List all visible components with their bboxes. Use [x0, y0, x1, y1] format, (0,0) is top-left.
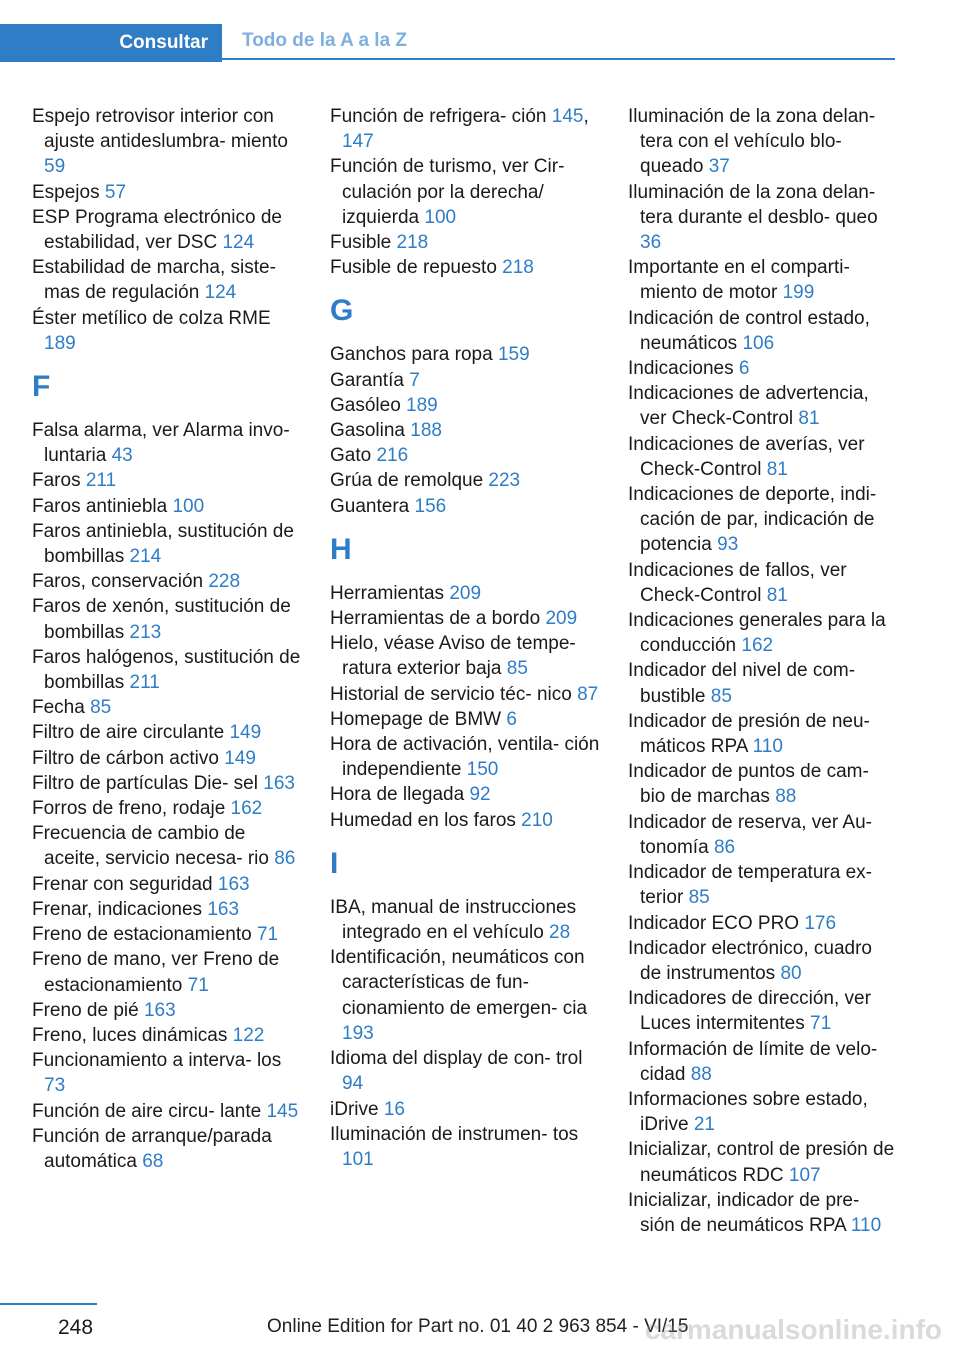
entry-term: Ganchos para ropa [330, 344, 498, 366]
entry-term: Freno, luces dinámicas [32, 1024, 233, 1046]
entry-term: Indicaciones de fallos, ver Check-Control [628, 559, 847, 606]
entry-term: Homepage de BMW [330, 708, 507, 730]
index-column-2 [330, 104, 600, 1172]
index-entry [330, 368, 600, 393]
entry-term: Herramientas [330, 582, 450, 604]
index-entry [330, 230, 600, 255]
page-reference-link[interactable]: 92 [469, 784, 491, 806]
index-entry [32, 180, 302, 205]
index-entry [32, 771, 302, 796]
index-entry [32, 306, 302, 356]
page-reference-link[interactable]: 88 [775, 786, 797, 808]
entry-term: Faros de xenón, sustitución de bombillas [32, 596, 291, 643]
index-entry [330, 154, 600, 230]
page-reference-link[interactable]: 85 [506, 658, 528, 680]
page-reference-link[interactable]: 176 [804, 912, 837, 934]
index-entry [32, 746, 302, 771]
entry-term: Informaciones sobre estado, iDrive [628, 1088, 868, 1136]
entry-term: Forros de freno, rodaje [32, 798, 231, 820]
index-entry [32, 494, 302, 519]
index-entry [32, 695, 302, 720]
index-entry [330, 342, 600, 367]
index-entry [330, 808, 600, 833]
entry-term: Herramientas de a bordo [330, 608, 546, 630]
index-entry [32, 821, 302, 871]
page-reference-link[interactable]: 85 [688, 887, 710, 909]
page-reference-link[interactable]: 218 [502, 257, 534, 279]
index-entry [628, 911, 896, 936]
page-reference-link[interactable]: 124 [204, 282, 237, 304]
section-letter: H [330, 532, 352, 566]
page-reference-link[interactable]: 209 [545, 608, 578, 630]
entry-term: Espejos [32, 181, 105, 203]
entry-term: Frenar, indicaciones [32, 898, 208, 920]
index-entry [628, 936, 896, 986]
index-entry [628, 482, 896, 558]
page-separator: , [583, 106, 589, 127]
page-reference-link[interactable]: 37 [708, 156, 730, 178]
page-reference-link[interactable]: 81 [798, 408, 820, 430]
entry-term: Guantera [330, 495, 415, 517]
index-entry [628, 1137, 896, 1187]
page-reference-link[interactable]: 87 [577, 683, 599, 705]
page-reference-link[interactable]: 106 [742, 332, 775, 354]
entry-term: Éster metílico de colza RME [32, 307, 271, 329]
entry-term: Indicador de puntos de cam‐ bio de marchas [628, 761, 869, 808]
index-entry [32, 569, 302, 594]
index-entry [32, 1099, 302, 1124]
page-reference-link[interactable]: 110 [850, 1214, 882, 1236]
entry-term: Filtro de aire circulante [32, 722, 230, 744]
entry-term: Indicación de control estado, neumáticos [628, 307, 870, 354]
entry-term: Fecha [32, 697, 91, 719]
entry-term: Espejo retrovisor interior con ajuste antideslumbra‐ miento [32, 106, 288, 153]
index-entry [330, 945, 600, 1046]
entry-term: Indicadores de dirección, ver Luces intermitentes [628, 988, 871, 1035]
page-reference-link[interactable]: 107 [788, 1164, 821, 1186]
index-entry [628, 759, 896, 809]
page-reference-link[interactable]: 124 [222, 232, 255, 254]
index-entry [330, 581, 600, 606]
index-entry [628, 104, 896, 180]
page-reference-link[interactable]: 189 [44, 332, 76, 354]
entry-term: Estabilidad de marcha, siste‐ mas de regulación [32, 257, 276, 304]
entry-term: Información de límite de velo‐ cidad [628, 1038, 878, 1085]
index-entry [330, 782, 600, 807]
page-reference-link[interactable]: 86 [713, 836, 736, 858]
page-reference-link[interactable]: 162 [741, 635, 774, 657]
entry-term: Iluminación de la zona delan‐ tera durante el desblo‐ queo [628, 181, 878, 228]
entry-term: Faros [32, 470, 86, 492]
index-entry [32, 1023, 302, 1048]
entry-term: Indicaciones de advertencia, ver Check-Control [628, 383, 869, 430]
page-reference-link[interactable]: 122 [232, 1024, 265, 1046]
page-reference-link[interactable]: 94 [342, 1073, 364, 1095]
index-entry [628, 608, 896, 658]
entry-term: Fusible [330, 232, 397, 254]
index-entry [330, 443, 600, 468]
page-reference-link[interactable]: 159 [497, 344, 530, 366]
entry-term: Hora de llegada [330, 784, 470, 806]
page-reference-link[interactable]: 163 [143, 999, 176, 1021]
page-reference-link[interactable]: 71 [187, 974, 209, 996]
page-reference-link[interactable]: 218 [396, 232, 429, 254]
index-entry [32, 255, 302, 305]
entry-term: Inicializar, indicador de pre‐ sión de neumáticos RPA [628, 1189, 860, 1236]
index-entry [32, 922, 302, 947]
page-reference-link[interactable]: 145 [551, 106, 584, 127]
index-entry [628, 709, 896, 759]
index-entry [32, 104, 302, 180]
page-reference-link[interactable]: 6 [506, 708, 517, 730]
entry-term: Indicaciones de deporte, indi‐ cación de par, indicación de potencia [628, 484, 877, 556]
entry-term: Inicializar, control de presión de neumáticos RDC [628, 1139, 895, 1186]
index-entry [628, 1087, 896, 1137]
index-entry [330, 631, 600, 681]
index-entry [32, 720, 302, 745]
index-entry [330, 682, 600, 707]
entry-term: ESP Programa electrónico de estabilidad, ver DSC [32, 206, 282, 254]
entry-term: Función de turismo, ver Cir‐ culación por la derecha/ izquierda [330, 156, 565, 228]
index-entry [628, 658, 896, 708]
index-entry [628, 860, 896, 910]
index-entry [628, 306, 896, 356]
page-reference-link[interactable]: 216 [376, 445, 409, 467]
entry-term: Faros halógenos, sustitución de bombillas [32, 646, 301, 694]
entry-term: Humedad en los faros [330, 809, 522, 831]
section-letter: F [32, 370, 51, 404]
page-reference-link[interactable]: 213 [129, 621, 162, 643]
index-entry [330, 255, 600, 280]
index-entry [32, 1048, 302, 1098]
section-tabs [0, 24, 895, 62]
page-reference-link[interactable]: 110 [752, 736, 783, 758]
index-entry [330, 1097, 600, 1122]
index-entry [628, 1188, 896, 1238]
page-reference-link[interactable]: 86 [274, 848, 296, 870]
entry-term: Indicaciones [628, 358, 739, 380]
index-entry [32, 796, 302, 821]
page-reference-link[interactable]: 163 [207, 898, 240, 920]
index-entry [628, 381, 896, 431]
page-reference-link[interactable]: 68 [142, 1150, 164, 1172]
index-entry [330, 707, 600, 732]
index-entry [628, 558, 896, 608]
index-entry [330, 732, 600, 782]
page-reference-link[interactable]: 57 [104, 181, 127, 203]
tab-consultar[interactable]: Consultar [0, 24, 222, 62]
page-reference-link[interactable]: 211 [85, 470, 117, 492]
page-reference-link[interactable]: 193 [342, 1022, 374, 1044]
entry-term: Función de refrigera‐ ción [330, 106, 552, 127]
page-reference-link[interactable]: 16 [383, 1098, 405, 1120]
entry-term: Filtro de partículas Die‐ sel [32, 772, 264, 794]
index-entry [330, 606, 600, 631]
page-reference-link[interactable]: 162 [230, 798, 263, 820]
entry-term: Función de aire circu‐ lante [32, 1100, 267, 1122]
page-reference-link[interactable]: 28 [549, 922, 571, 944]
index-entry [628, 356, 896, 381]
entry-term: Indicador ECO PRO [628, 912, 805, 934]
page-reference-link[interactable]: 149 [224, 747, 256, 769]
entry-term: IBA, manual de instrucciones integrado en el vehículo [330, 896, 577, 944]
entry-term: Historial de servicio téc‐ nico [330, 683, 578, 705]
page-reference-link[interactable]: 43 [111, 445, 133, 467]
index-entry [32, 205, 302, 255]
index-entry [32, 468, 302, 493]
entry-term: Grúa de remolque [330, 470, 489, 492]
index-entry [32, 872, 302, 897]
tab-todo-de-la-a-a-la-z[interactable]: Todo de la A a la Z [222, 24, 895, 60]
entry-term: Indicaciones generales para la conducción [628, 610, 886, 657]
page-reference-link[interactable]: 189 [406, 394, 438, 416]
entry-term: Función de arranque/parada automática [32, 1125, 272, 1172]
page-reference-link[interactable]: 101 [342, 1148, 374, 1170]
entry-term: Frenar con seguridad [32, 873, 218, 895]
index-entry [330, 895, 600, 945]
entry-term: Gasolina [330, 420, 411, 442]
page-reference-link[interactable]: 199 [782, 282, 815, 304]
page-reference-link[interactable]: 149 [229, 722, 262, 744]
entry-term: Faros, conservación [32, 571, 209, 593]
index-column-3 [628, 104, 896, 1238]
entry-term: Faros antiniebla [32, 495, 173, 517]
page-reference-link[interactable]: 81 [766, 584, 788, 606]
page-reference-link[interactable]: 6 [738, 358, 750, 380]
page-reference-link[interactable]: 209 [449, 582, 482, 604]
entry-term: Iluminación de la zona delan‐ tera con el vehículo blo‐ queado [628, 106, 876, 178]
page-reference-link[interactable]: 80 [780, 962, 802, 984]
page-number-rule [0, 1303, 97, 1305]
page-reference-link[interactable]: 88 [690, 1063, 712, 1085]
index-entry [330, 418, 600, 443]
page-reference-link[interactable]: 59 [44, 156, 66, 178]
index-entry [330, 1122, 600, 1172]
index-entry [628, 1037, 896, 1087]
index-entry [32, 998, 302, 1023]
index-entry [32, 594, 302, 644]
page-reference-link[interactable]: 156 [414, 495, 447, 517]
entry-term: Indicador de presión de neu‐ máticos RPA [628, 710, 870, 758]
entry-term: Indicaciones de averías, ver Check-Control [628, 433, 865, 480]
index-entry [628, 986, 896, 1036]
page-reference-link[interactable]: 211 [129, 672, 160, 694]
entry-term: Indicador electrónico, cuadro de instrumentos [628, 937, 872, 984]
entry-term: Filtro de cárbon activo [32, 747, 225, 769]
watermark: carmanualsonline.info [644, 1314, 942, 1345]
index-entry [32, 897, 302, 922]
page-reference-link[interactable]: 228 [208, 571, 241, 593]
page-reference-link[interactable]: 150 [466, 759, 499, 781]
page-reference-link[interactable]: 223 [488, 470, 521, 492]
index-entry [32, 1124, 302, 1174]
entry-term: Idioma del display de con‐ trol [330, 1048, 583, 1070]
entry-term: Faros antiniebla, sustitución de bombillas [32, 520, 294, 568]
entry-term: Identificación, neumáticos con características de fun‐ cionamiento de emergen‐ cia [330, 947, 588, 1019]
entry-term: Indicador de reserva, ver Au‐ tonomía [628, 811, 872, 858]
entry-term: Gato [330, 445, 377, 467]
page-reference-link[interactable]: 210 [521, 809, 553, 831]
index-entry [32, 645, 302, 695]
entry-term: Iluminación de instrumen‐ tos [330, 1123, 579, 1145]
page-reference-link[interactable]: 81 [766, 458, 788, 480]
entry-term: Falsa alarma, ver Alarma invo‐ luntaria [32, 420, 290, 467]
index-entry [628, 180, 896, 256]
page-reference-link[interactable]: 100 [172, 495, 205, 517]
page-number: 248 [58, 1316, 94, 1339]
page-reference-link[interactable]: 85 [90, 697, 112, 719]
entry-term: Hora de activación, ventila‐ ción independiente [330, 734, 600, 781]
index-entry [330, 468, 600, 493]
page-reference-link[interactable]: 71 [810, 1013, 832, 1035]
entry-term: Frecuencia de cambio de aceite, servicio necesa‐ rio [32, 823, 275, 870]
index-entry [32, 418, 302, 468]
page-reference-link[interactable]: 163 [217, 873, 250, 895]
index-entry [330, 1046, 600, 1096]
entry-term: Indicador de temperatura ex‐ terior [628, 862, 872, 909]
page-reference-link[interactable]: 73 [44, 1075, 66, 1097]
index-column-1 [32, 104, 302, 1174]
page-reference-link[interactable]: 214 [129, 546, 162, 568]
index-entry [330, 104, 600, 154]
page-reference-link[interactable]: 163 [263, 772, 295, 794]
page-reference-link[interactable]: 145 [266, 1100, 299, 1122]
page-reference-link[interactable]: 36 [640, 232, 662, 254]
index-entry [628, 432, 896, 482]
entry-term: Freno de mano, ver Freno de estacionamiento [32, 949, 280, 996]
section-letter: I [330, 846, 339, 880]
index-entry [32, 519, 302, 569]
page-reference-link[interactable]: 100 [424, 206, 457, 228]
index-entry [330, 393, 600, 418]
section-letter: G [330, 294, 354, 328]
index-entry [628, 255, 896, 305]
entry-term: Indicador del nivel de com‐ bustible [628, 660, 856, 707]
index-entry [32, 947, 302, 997]
entry-term: Garantía [330, 369, 410, 391]
page-reference-link[interactable]: 7 [409, 369, 420, 391]
index-entry [330, 494, 600, 519]
page-reference-link[interactable]: 93 [717, 534, 739, 556]
page-reference-link[interactable]: 21 [693, 1114, 715, 1136]
index-entry [628, 810, 896, 860]
entry-term: Hielo, véase Aviso de tempe‐ ratura exterior baja [330, 633, 576, 680]
entry-term: Gasóleo [330, 394, 407, 416]
entry-term: iDrive [330, 1098, 384, 1120]
entry-term: Fusible de repuesto [330, 257, 503, 279]
page-reference-link[interactable]: 147 [342, 131, 374, 153]
page-reference-link[interactable]: 71 [256, 924, 279, 946]
entry-term: Freno de pié [32, 999, 144, 1021]
edition-footer: Online Edition for Part no. 01 40 2 963 854 - VI/15 [267, 1316, 689, 1337]
page-reference-link[interactable]: 85 [710, 685, 732, 707]
page-reference-link[interactable]: 188 [410, 420, 442, 442]
entry-term: Freno de estacionamiento [32, 924, 257, 946]
entry-term: Importante en el comparti‐ miento de motor [628, 257, 850, 304]
entry-term: Funcionamiento a interva‐ los [32, 1050, 282, 1072]
